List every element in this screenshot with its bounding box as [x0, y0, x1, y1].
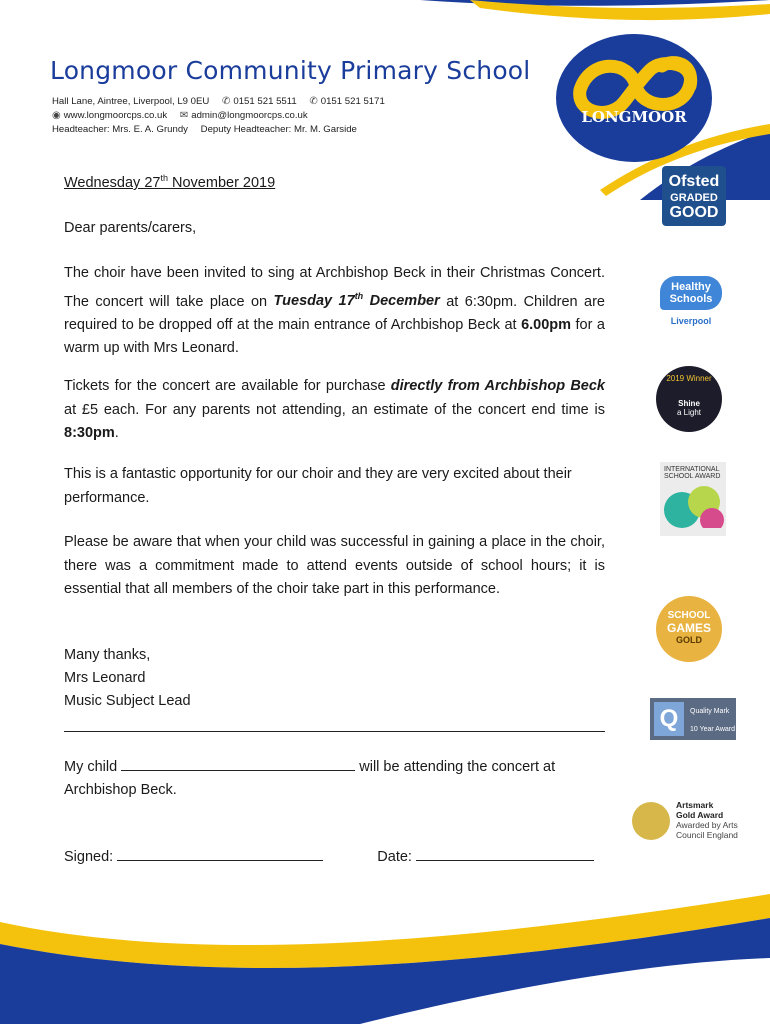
- logo-text: LONGMOOR: [581, 108, 687, 126]
- contact-line: [52, 110, 308, 121]
- fax: 0151 521 5171: [320, 96, 385, 107]
- website-link[interactable]: www.longmoorcps.co.uk: [63, 110, 168, 121]
- address: Hall Lane, Aintree, Liverpool, L9 0EU: [52, 96, 210, 107]
- quality-mark-badge: Q Quality Mark 10 Year Award: [650, 698, 736, 740]
- headteacher: Headteacher: Mrs. E. A. Grundy: [52, 124, 188, 135]
- ofsted-badge: Ofsted GRADED GOOD: [662, 166, 726, 226]
- signoff-1: Many thanks,: [64, 647, 151, 663]
- reply-slip-line: My child will be attending the concert at: [64, 756, 605, 780]
- reply-slip-venue: Archbishop Beck.: [64, 782, 177, 798]
- longmoor-logo: [556, 34, 712, 162]
- signoff-3: Music Subject Lead: [64, 693, 191, 709]
- tear-off-divider: [64, 731, 605, 732]
- fax-icon: ✆: [309, 96, 318, 107]
- globe-icon: ◉: [52, 110, 61, 121]
- deputy-headteacher: Deputy Headteacher: Mr. M. Garside: [200, 124, 357, 135]
- footer-decoration: [0, 874, 770, 1024]
- artsmark-icon: [632, 802, 670, 840]
- date-label: Date:: [377, 849, 412, 865]
- phone-icon: ✆: [222, 96, 231, 107]
- email-icon: ✉: [179, 110, 189, 121]
- child-name-field[interactable]: [121, 756, 355, 771]
- phone: 0151 521 5511: [233, 96, 297, 107]
- healthy-schools-badge: Healthy Schools Liverpool: [660, 276, 722, 330]
- address-line: [52, 96, 385, 107]
- school-games-gold-badge: SCHOOL GAMES GOLD: [656, 596, 722, 662]
- paragraph-1: The choir have been invited to sing at Archbishop Beck in their Christmas Concert. The concert will take place on Tuesday 17th December at 6:30pm. Children are required to be dropped off at the main entrance of Archbishop Beck at 6.00pm for a warm up with Mrs Leonard.: [64, 265, 606, 357]
- school-name: Longmoor Community Primary School: [50, 56, 531, 85]
- paragraph-2: Tickets for the concert are available for purchase directly from Archbishop Beck at £5 each. For any parents not attending, an estimate of the concert end time is 8:30pm.: [64, 378, 605, 441]
- signoff-2: Mrs Leonard: [64, 670, 146, 686]
- email-link[interactable]: admin@longmoorcps.co.uk: [191, 110, 308, 121]
- signed-label: Signed:: [64, 849, 114, 865]
- q-mark-icon: Q: [654, 702, 684, 736]
- international-school-award-badge: INTERNATIONAL SCHOOL AWARD: [660, 462, 726, 536]
- signature-row: [64, 846, 605, 870]
- signature-field[interactable]: [117, 846, 323, 861]
- paragraph-3: This is a fantastic opportunity for our choir and they are very excited about their performance.: [64, 466, 572, 506]
- staff-line: [52, 124, 357, 135]
- intl-graphic: [660, 480, 726, 528]
- paragraph-4: Please be aware that when your child was successful in gaining a place in the choir, there was a commitment made to attend events outside of school hours; it is essential that all members of the choir take part in this performance.: [64, 534, 605, 597]
- artsmark-badge: Artsmark Gold Award Awarded by Arts Council England: [632, 798, 756, 842]
- shine-a-light-badge: 2019 Winner Shine a Light: [656, 366, 722, 432]
- date-field[interactable]: [416, 846, 594, 861]
- letter-date: Wednesday 27th November 2019: [64, 173, 276, 191]
- greeting: Dear parents/carers,: [64, 220, 197, 236]
